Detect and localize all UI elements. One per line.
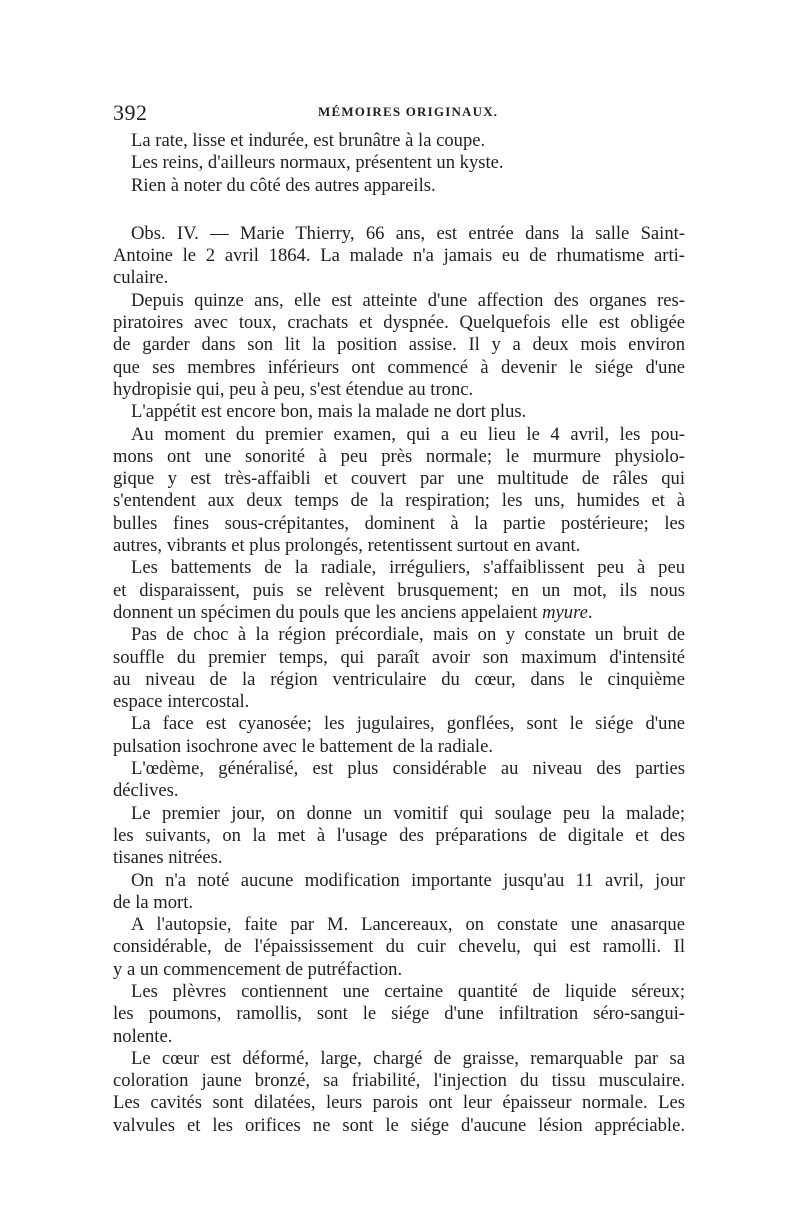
text-line: culaire. xyxy=(113,267,169,289)
text-line: et disparaissent, puis se relèvent brusquement; en un mot, ils nous xyxy=(113,579,685,601)
text-line: bulles fines sous-crépitantes, dominent à la partie postérieure; les xyxy=(113,512,685,534)
page-number: 392 xyxy=(113,100,148,125)
text-line: Pas de choc à la région précordiale, mais on y constate un bruit de xyxy=(131,624,685,646)
text-line: Les plèvres contiennent une certaine quantité de liquide séreux; xyxy=(131,980,685,1002)
running-title: MÉMOIRES ORIGINAUX. xyxy=(318,104,499,119)
text-line: Depuis quinze ans, elle est atteinte d'une affection des organes res- xyxy=(131,289,685,311)
text-line: s'entendent aux deux temps de la respiration; les uns, humides et à xyxy=(113,490,685,512)
text-line: nolente. xyxy=(113,1025,173,1047)
text-line: La rate, lisse et indurée, est brunâtre à la coupe. xyxy=(131,130,486,151)
text-line: au niveau de la région ventriculaire du cœur, dans le cinquième xyxy=(113,668,685,690)
text-fragment: . xyxy=(587,601,593,623)
text-line: mons ont une sonorité à peu près normale; le murmure physiolo- xyxy=(113,445,685,467)
text-line: Le cœur est déformé, large, chargé de graisse, remarquable par sa xyxy=(131,1047,685,1069)
text-line: A l'autopsie, faite par M. Lancereaux, on constate une anasarque xyxy=(131,914,685,936)
text-line: Rien à noter du côté des autres appareils. xyxy=(131,174,436,196)
text-line: piratoires avec toux, crachats et dyspnée. Quelquefois elle est obligée xyxy=(113,312,685,334)
text-line: Le premier jour, on donne un vomitif qui soulage peu la malade; xyxy=(131,802,685,824)
observation-heading-line: Obs. IV. — Marie Thierry, 66 ans, est entrée dans la salle Saint- xyxy=(131,222,685,244)
text-line: considérable, de l'épaississement du cuir chevelu, qui est ramolli. Il xyxy=(113,936,685,958)
text-line: hydropisie qui, peu à peu, s'est étendue au tronc. xyxy=(113,378,474,400)
text-line: L'œdème, généralisé, est plus considérable au niveau des parties xyxy=(131,758,685,780)
text-line: tisanes nitrées. xyxy=(113,847,223,869)
text-line: déclives. xyxy=(113,780,179,802)
text-line: L'appétit est encore bon, mais la malade ne dort plus. xyxy=(131,401,527,423)
text-line: autres, vibrants et plus prolongés, retentissent surtout en avant. xyxy=(113,535,581,557)
text-line: de garder dans son lit la position assise. Il y a deux mois environ xyxy=(113,334,685,356)
text-line: les poumons, ramollis, sont le siége d'une infiltration séro-sangui- xyxy=(113,1003,685,1025)
text-line: que ses membres inférieurs ont commencé à devenir le siége d'une xyxy=(113,356,685,378)
text-line: espace intercostal. xyxy=(113,691,250,713)
text-line: coloration jaune bronzé, sa friabilité, l'injection du tissu musculaire. xyxy=(113,1070,685,1092)
text-line: Antoine le 2 avril 1864. La malade n'a jamais eu de rhumatisme arti- xyxy=(113,245,685,267)
text-line: On n'a noté aucune modification importante jusqu'au 11 avril, jour xyxy=(131,869,685,891)
text-line: y a un commencement de putréfaction. xyxy=(113,958,403,980)
text-line: Les cavités sont dilatées, leurs parois ont leur épaisseur normale. Les xyxy=(113,1092,685,1114)
text-line: gique y est très-affaibli et couvert par une multitude de râles qui xyxy=(113,468,685,490)
text-line: La face est cyanosée; les jugulaires, gonflées, sont le siége d'une xyxy=(131,713,685,735)
text-line: valvules et les orifices ne sont le siége d'aucune lésion appréciable. xyxy=(113,1114,685,1136)
text-line: pulsation isochrone avec le battement de la radiale. xyxy=(113,735,493,757)
text-line-myure xyxy=(113,602,685,624)
body-text xyxy=(113,130,685,1137)
italic-term: myure xyxy=(542,601,588,623)
text-line: Au moment du premier examen, qui a eu lieu le 4 avril, les pou- xyxy=(131,423,685,445)
text-line: les suivants, on la met à l'usage des préparations de digitale et des xyxy=(113,824,685,846)
text-fragment: donnent un spécimen du pouls que les anciens appelaient xyxy=(113,601,543,623)
text-line: de la mort. xyxy=(113,891,194,913)
text-line: Les battements de la radiale, irréguliers, s'affaiblissent peu à peu xyxy=(131,557,685,579)
paragraph-gap xyxy=(113,197,685,223)
page-header xyxy=(113,100,683,126)
text-line: Les reins, d'ailleurs normaux, présentent un kyste. xyxy=(131,152,504,174)
text-line: souffle du premier temps, qui paraît avoir son maximum d'intensité xyxy=(113,646,685,668)
